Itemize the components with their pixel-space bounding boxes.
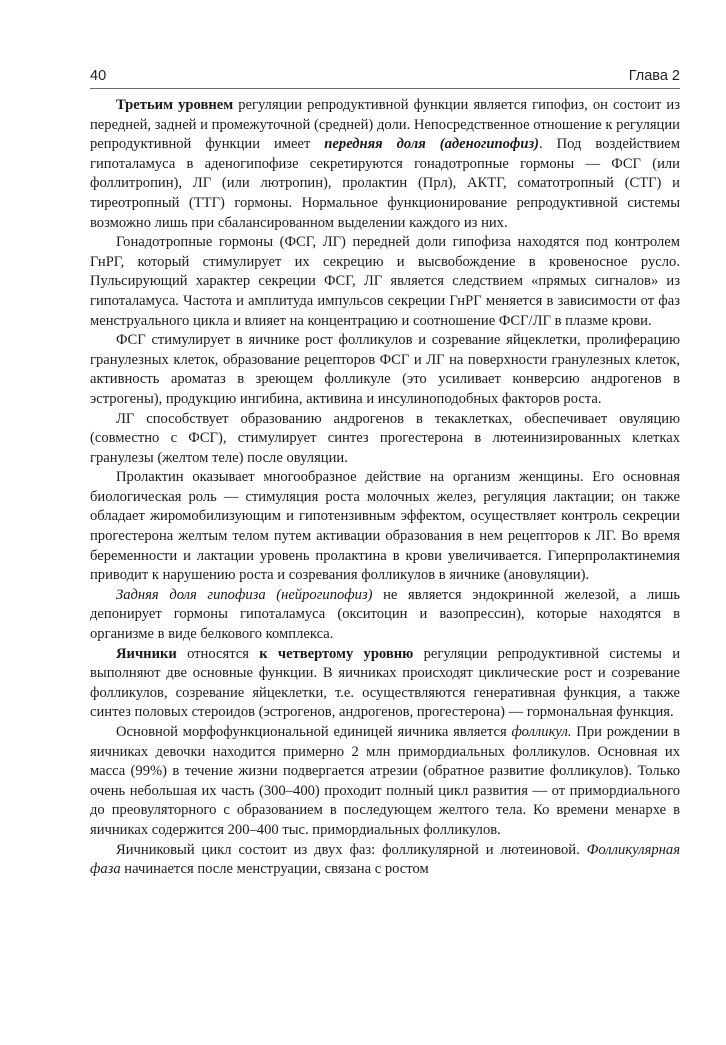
header-rule [90,88,680,89]
paragraph: ЛГ способствует образованию андрогенов в текаклетках, обеспечивает овуляцию (совместно с ФСГ), стимулирует синтез прогестерона в лютеинизированных клетках гранулезы (желтом теле) после овуляции. [90,410,680,466]
paragraph: Гонадотропные гормоны (ФСГ, ЛГ) передней доли гипофиза находятся под контролем ГнРГ, который стимулирует их секрецию и высвобождение в кровеносное русло. Пульсирующий характер секреции ФСГ, ЛГ является следствием «прямых сигналов» из гипоталамуса. Частота и амплитуда импульсов секреции ГнРГ меняется в зависимости от фаз менструального цикла и влияет на концентрацию и соотношение ФСГ/ЛГ в плазме крови. [90,234,680,329]
paragraph: ФСГ стимулирует в яичнике рост фолликулов и созревание яйцеклетки, пролиферацию гранулезных клеток, образование рецепторов ФСГ и ЛГ на поверхности гранулезных клеток, активность ароматаз в зреющем фолликуле (это усиливает конверсию андрогенов в эстрогены), продукцию ингибина, активина и инсулиноподобных факторов роста. [90,332,680,407]
page-number: 40 [90,68,107,84]
paragraph: Яичники относятся к четвертому уровню регуляции репродуктивной системы и выполняют две основные функции. В яичниках происходят циклические рост и созревание фолликулов, созревание яйцеклетки, т.е. осуществляются генеративная функция, а также синтез половых стероидов (эстрогенов, андрогенов, прогестерона) — гормональная функция. [90,645,681,721]
body-text [90,96,680,880]
paragraph: Третьим уровнем регуляции репродуктивной функции является гипофиз, он состоит из передней, задней и промежуточной (средней) доли. Непосредственное отношение к регуляции репродуктивной функции имеет передняя доля (аденогипофиз). Под воздействием гипоталамуса в аденогипофизе секретируются гонадотропные гормоны — ФСГ (или фоллитропин), ЛГ (или лютропин), пролактин (Прл), АКТГ, соматотропный (СТГ) и тиреотропный (ТТГ) гормоны. Нормальное функционирование репродуктивной системы возможно лишь при сбалансированном выделении каждого из них. [90,97,680,231]
paragraph: Основной морфофункциональной единицей яичника является фолликул. При рождении в яичниках девочки находится примерно 2 млн примордиальных фолликулов. Основная их масса (99%) в течение жизни подвергается атрезии (обратное развитие фолликулов). Только очень небольшая их часть (300–400) проходит полный цикл развития — от примордиального до преовуляторного с образованием в последующем желтого тела. Ко времени менархе в яичниках содержится 200–400 тыс. примордиальных фолликулов. [90,724,680,838]
paragraph: Задняя доля гипофиза (нейрогипофиз) не является эндокринной железой, а лишь депонирует гормоны гипоталамуса (окситоцин и вазопрессин), которые находятся в организме в виде белкового комплекса. [90,586,680,643]
paragraph: Яичниковый цикл состоит из двух фаз: фолликулярной и лютеиновой. Фолликулярная фаза начинается после менструации, связана с ростом [90,841,680,878]
paragraph: Пролактин оказывает многообразное действие на организм женщины. Его основная биологическая роль — стимуляция роста молочных желез, регуляция лактации; он также обладает жиромобилизующим и гипотензивным эффектом, осуществляет контроль секреции прогестерона желтым телом путем активации образования в нем рецепторов к ЛГ. Во время беременности и лактации уровень пролактина в крови увеличивается. Гиперпролактинемия приводит к нарушению роста и созревания фолликулов в яичнике (ановуляции). [90,469,680,584]
chapter-title: Глава 2 [628,68,680,84]
running-header [90,66,680,88]
